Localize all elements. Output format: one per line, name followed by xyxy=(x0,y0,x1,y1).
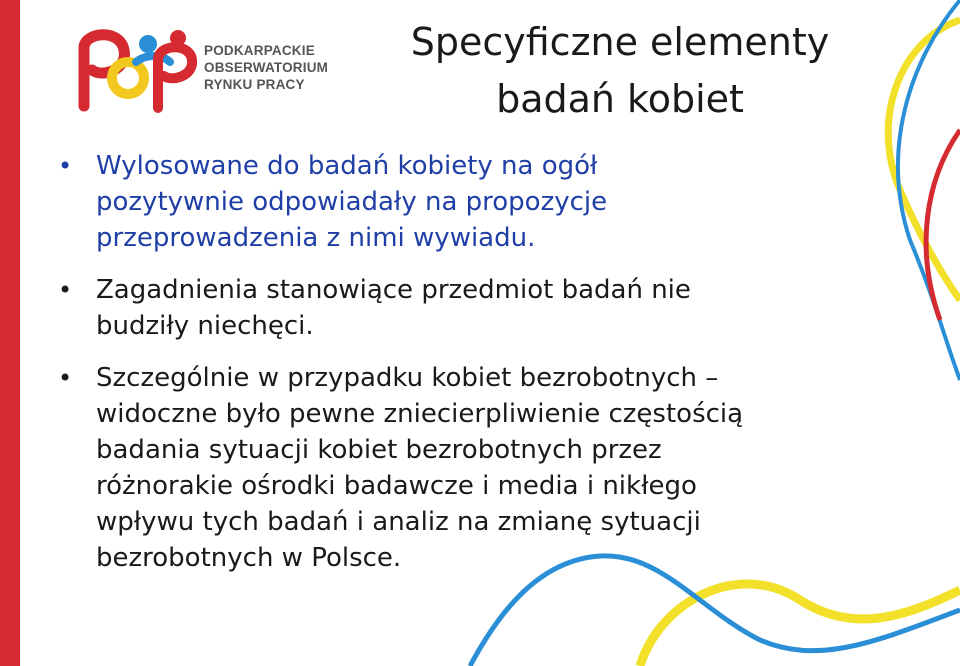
bullet-3-line-5: wpływu tych badań i analiz na zmianę sytuacji xyxy=(96,507,701,537)
yellow-ribbon xyxy=(640,584,960,666)
bullet-3-line-3: badania sytuacji kobiet bezrobotnych przez xyxy=(96,435,662,465)
bullet-3-line-6: bezrobotnych w Polsce. xyxy=(96,543,402,573)
logo-line-3: RYNKU PRACY xyxy=(204,77,305,92)
logo-text xyxy=(204,42,364,93)
bullet-item-2 xyxy=(56,272,916,344)
bullet-1-line-2: pozytywnie odpowiadały na propozycje xyxy=(96,187,608,217)
title-line-2: badań kobiet xyxy=(496,77,744,121)
logo-line-2: OBSERWATORIUM xyxy=(204,60,329,75)
bullet-item-3 xyxy=(56,360,916,576)
bullet-list xyxy=(56,148,916,592)
bullet-3-line-4: różnorakie ośrodki badawcze i media i nikłego xyxy=(96,471,697,501)
slide-title xyxy=(360,14,880,128)
title-line-1: Specyficzne elementy xyxy=(410,20,830,64)
bullet-1-line-3: przeprowadzenia z nimi wywiadu. xyxy=(96,223,536,253)
bullet-item-1 xyxy=(56,148,916,256)
bullet-3-line-1: • Szczególnie w przypadku kobiet bezrobotnych – xyxy=(96,363,719,393)
bullet-1-line-1: • Wylosowane do badań kobiety na ogół xyxy=(96,151,598,181)
bullet-2-line-2: budziły niechęci. xyxy=(96,311,314,341)
bullet-2-line-1: • Zagadnienia stanowiące przedmiot badań nie xyxy=(96,275,691,305)
bullet-3-line-2: widoczne było pewne zniecierpliwienie częstością xyxy=(96,399,744,429)
left-red-bar xyxy=(0,0,20,666)
logo-line-1: PODKARPACKIE xyxy=(204,43,315,58)
